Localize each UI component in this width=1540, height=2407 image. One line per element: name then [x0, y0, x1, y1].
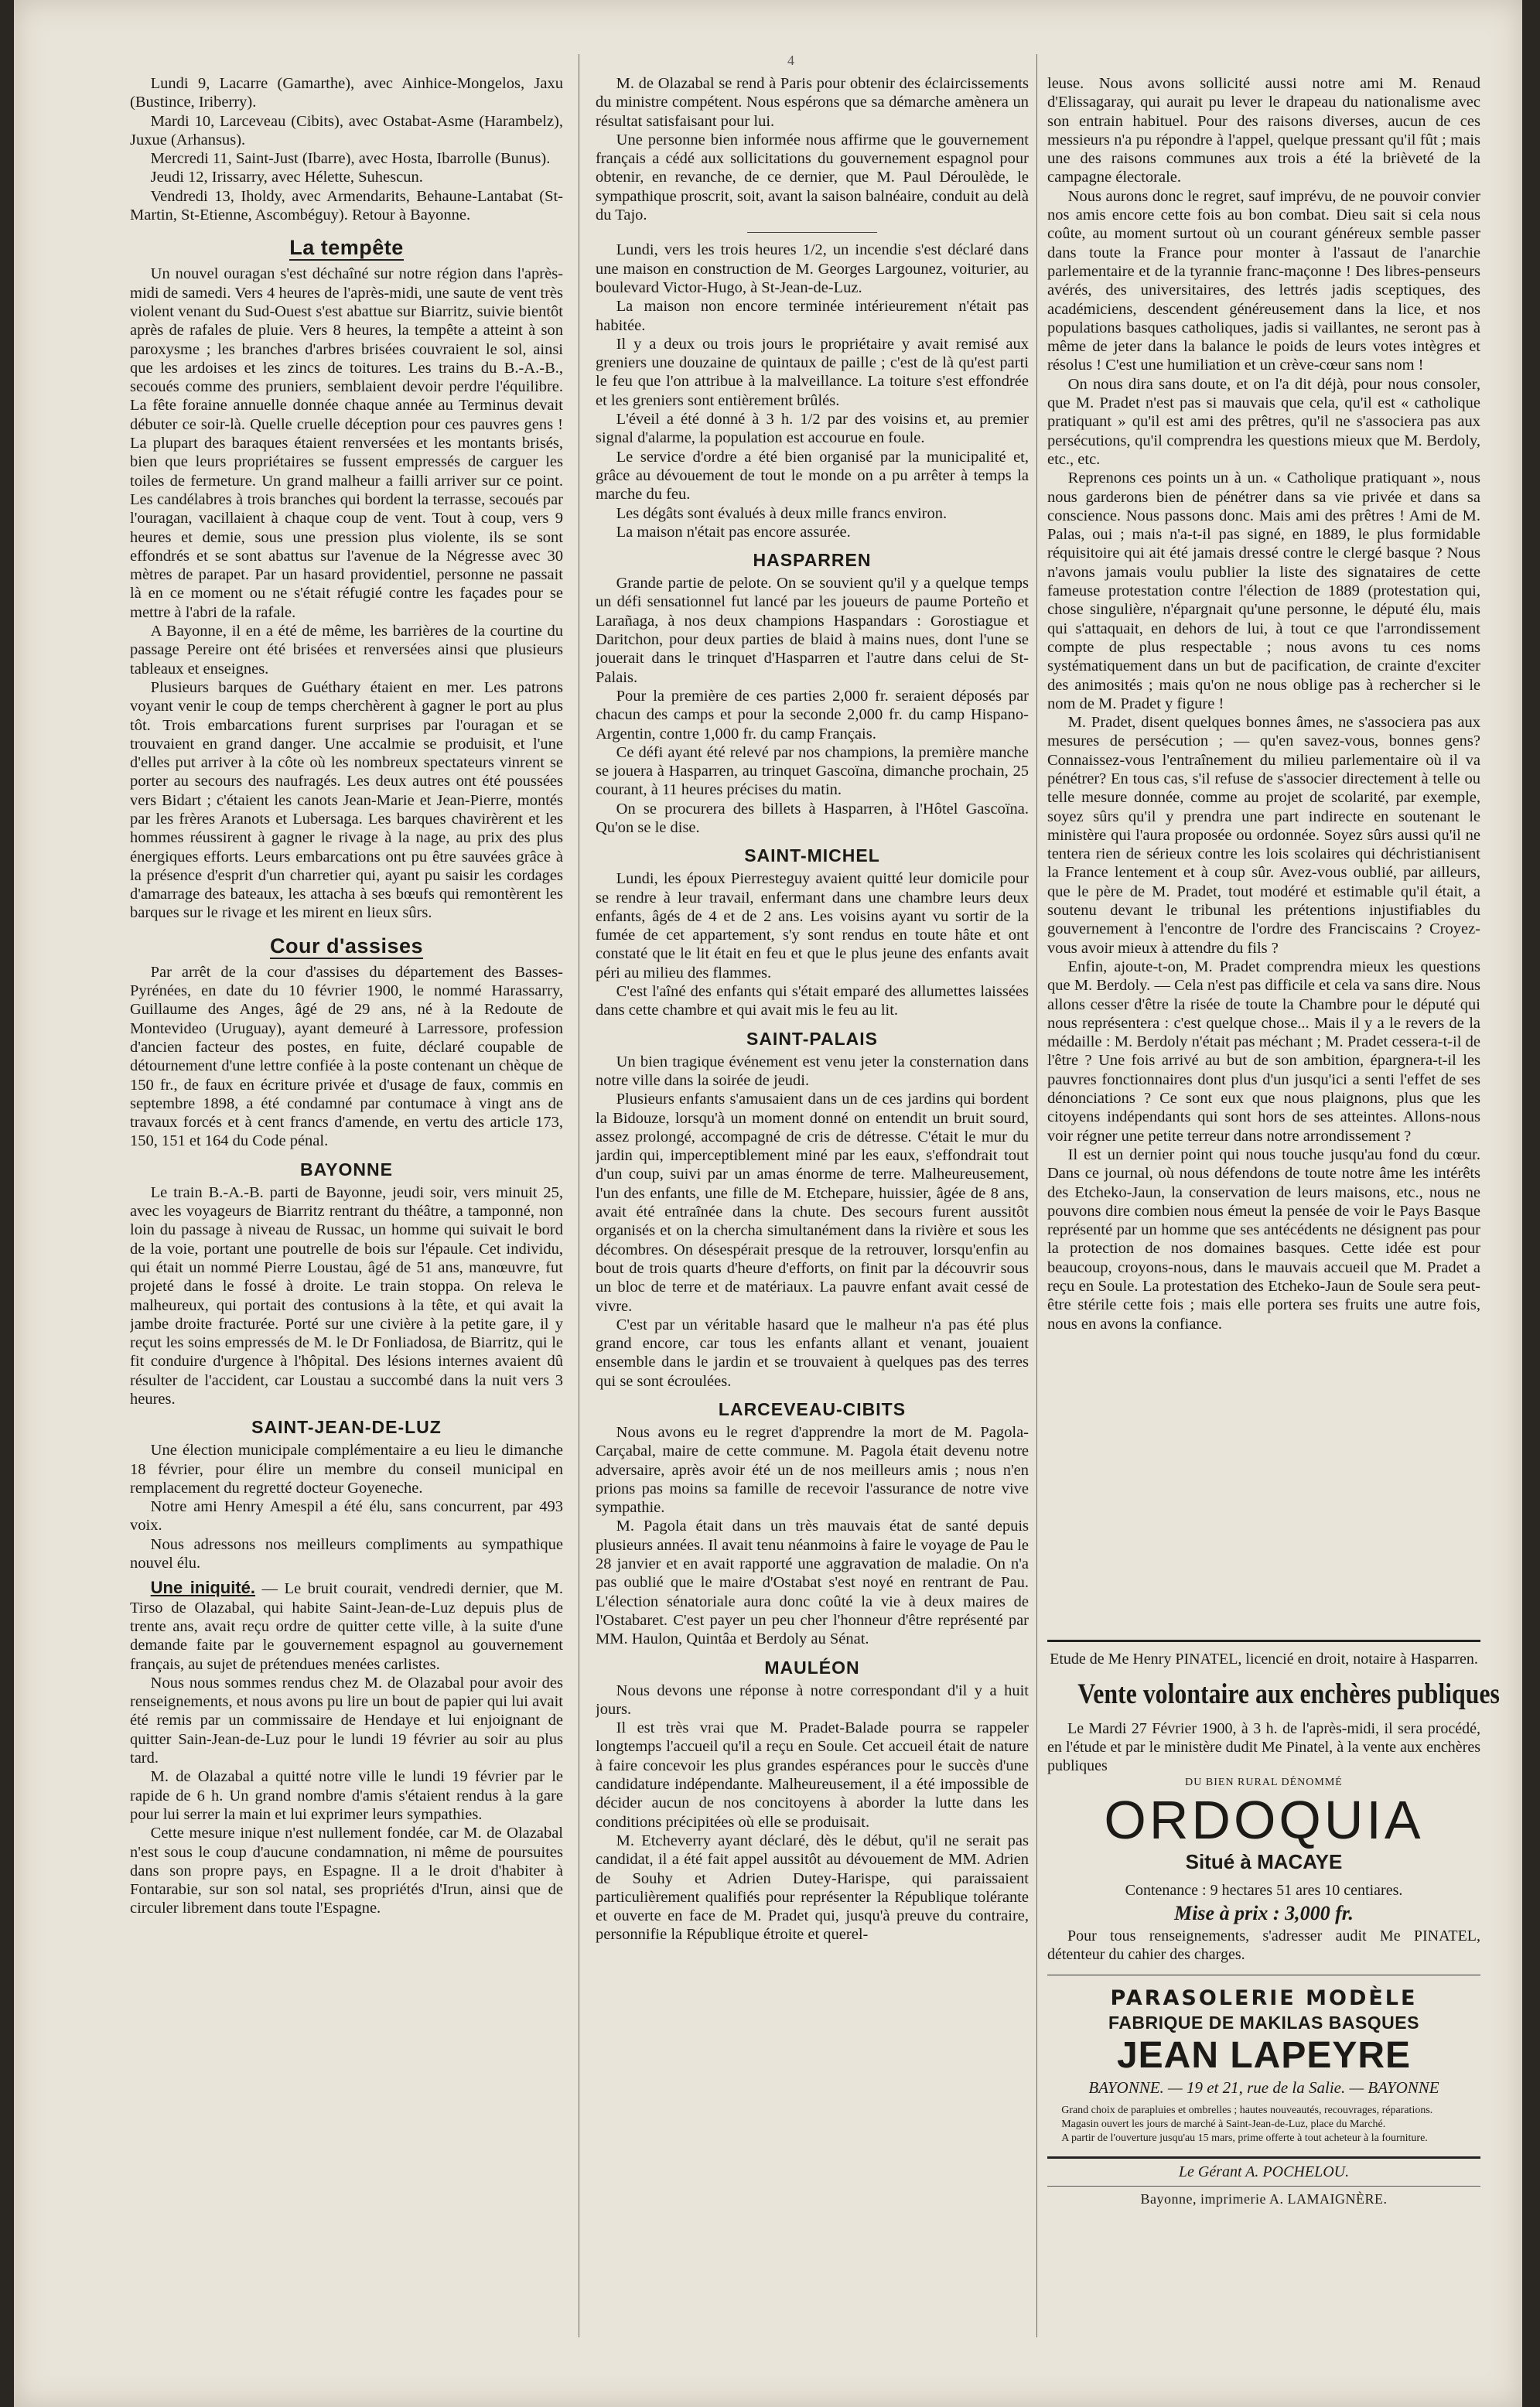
shop-detail: A partir de l'ouverture jusqu'au 15 mars, prime offerte à tout acheteur à la fourniture.	[1061, 2132, 1428, 2144]
article-paragraph: M. Pagola était dans un très mauvais état de santé depuis plusieurs années. Il avait tenu néanmoins à faire le voyage de Pau le 28 janvier et en avait rapporté une aggravation de maladie. On n'a pas oublié que le maire d'Ostabat s'est noyé en rentrant de Pau. L'élection sénatoriale aura donc coûté la vie à deux maires de l'Ostabaret. C'est payer un peu cher l'honneur d'être représenté par MM. Haulon, Quintâa et Berdoly au Sénat.	[596, 1518, 1029, 1648]
heading-text: Cour d'assises	[269, 934, 423, 958]
schedule-line: Vendredi 13, Iholdy, avec Armendarits, Behaune-Lantabat (St-Martin, St-Etienne, Ascombéguy). Retour à Bayonne.	[130, 187, 563, 224]
article-paragraph: M. Pradet, disent quelques bonnes âmes, ne s'associera pas aux mesures de persécution ; — qu'en savez-vous, bonnes gens? Connaissez-vous l'entraînement du milieu parlementaire où il va pénétrer? En tous cas, s'il refuse de s'associer directement à telle ou telle mesure donnée, comme au projet de scolarité, par exemple, soyez sûrs qu'il y prendra une part indirecte en soutenant le ministère qui l'aura proposée ou ordonnée. Soyez sûrs aussi qu'il ne tentera rien de sérieux contre les lois scolaires qui déchristianisent la France lentement et à coup sûr. Avez-vous oublié, par ailleurs, que le père de M. Pradet, tout modéré et estimable qu'il était, a soutenu devant le tribunal les prétentions injustifiables du gouvernement à l'encontre de l'ordre des Franciscains ? Croyez-vous avoir mieux à attendre du fils ?	[1047, 714, 1480, 957]
section-heading-hasparren: HASPARREN	[753, 550, 872, 571]
sale-text: Le Mardi 27 Février 1900, à 3 h. de l'après-midi, il sera procédé, en l'étude et par le ministère dudit Me Pinatel, à la vente aux enchères publiques	[1047, 1720, 1480, 1774]
article-paragraph: Le service d'ordre a été bien organisé par la municipalité et, grâce au dévouement de tout le monde on a pu arrêter à temps la marche du feu.	[596, 448, 1029, 504]
schedule-line: Mercredi 11, Saint-Just (Ibarre), avec Hosta, Ibarrolle (Bunus).	[150, 150, 551, 168]
ad-top-rule	[1047, 1640, 1480, 1642]
shop-name: JEAN LAPEYRE	[1116, 2035, 1412, 2076]
article-paragraph: Un bien tragique événement est venu jeter la consternation dans notre ville dans la soirée de jeudi.	[596, 1053, 1029, 1089]
article-paragraph: On nous dira sans doute, et on l'a dit déjà, pour nous consoler, que M. Pradet n'est pas si mauvais que cela, qu'il est « catholique pratiquant » qu'il est ami des prêtres, qu'il ne s'associera pas aux persécutions, qu'il comprendra les questions mieux que M. Berdoly, etc., etc.	[1047, 375, 1480, 468]
article-paragraph: Il est très vrai que M. Pradet-Balade pourra se rappeler longtemps l'accueil qu'il a reçu en Soule. Cet accueil était de nature à faire concevoir les plus grandes espérances pour le succès d'une candidature indépendante. Malheureusement, il a été impossible de décider aucun de nos concitoyens à aborder la lutte dans les conditions précipitées où elle se produisait.	[596, 1719, 1029, 1831]
section-heading-mauleon: MAULÉON	[764, 1657, 860, 1678]
advertisement-block	[1047, 1640, 1500, 2207]
schedule-line: Mardi 10, Larceveau (Cibits), avec Ostabat-Asme (Harambelz), Juxue (Arhansus).	[130, 112, 563, 149]
page-number: 4	[787, 53, 794, 68]
starting-price: Mise à prix : 3,000 fr.	[1174, 1902, 1354, 1924]
contact-info: Pour tous renseignements, s'adresser audit Me PINATEL, détenteur du cahier des charges.	[1047, 1927, 1480, 1963]
heading-text: La tempête	[289, 236, 404, 260]
article-paragraph: leuse. Nous avons sollicité aussi notre ami M. Renaud d'Elissagaray, qui aurait pu lever le drapeau du nationalisme avec son entrain habituel. Pour des raisons diverses, aucun de ces messieurs n'a pu répondre à l'appel, quelque pressant qu'il fût ; mais une des raisons communes aux trois a été la brièveté de la campagne électorale.	[1047, 75, 1480, 186]
article-paragraph: Par arrêt de la cour d'assises du département des Basses-Pyrénées, en date du 10 février 1900, le nommé Harassarry, Guillaume des Anges, âgé de 29 ans, né à la Redoute de Montevideo (Uruguay), ayant demeuré à Larressore, profession d'ancien facteur des postes, en fuite, déclaré coupable de détournement d'une lettre confiée à la poste contenant un chèque de 150 fr., de faux en écriture privée et d'usage de faux, commis en septembre 1898, a été condamné par contumace à vingt ans de travaux forcés et à cent francs d'amende, en vertu des article 173, 150, 151 et 164 du Code pénal.	[130, 963, 563, 1150]
article-paragraph: Lundi, les époux Pierresteguy avaient quitté leur domicile pour se rendre à leur travail, enfermant dans une chambre leurs deux enfants, âgés de 4 et de 2 ans. Les voisins ayant vu sortir de la fumée de cet appartement, s'y sont rendus en toute hâte et ont constaté que le lit était en feu et que le plus jeune des enfants avait péri au milieu des flammes.	[596, 870, 1029, 982]
article-paragraph: Lundi, vers les trois heures 1/2, un incendie s'est déclaré dans une maison en construction de M. Georges Largounez, voiturier, au boulevard Victor-Hugo, à St-Jean-de-Luz.	[596, 241, 1029, 296]
article-paragraph: Nous aurons donc le regret, sauf imprévu, de ne pouvoir convier nos amis encore cette fois au bon combat. Dieu sait si cela nous coûte, au moment surtout où un courant généreux semble passer dans toute la France pour monter à l'assaut de l'anarchie parlementaire et de la tyrannie franc-maçonne ! Des libres-penseurs avérés, des universitaires, des lettrés jadis sceptiques, des académiciens, descendent généreusement dans la lice, et nos populations basques catholiques, jadis si vaillantes, ne seront pas à même de jeter dans la balance le poids de leurs votes intègres et résolus ! C'est une humiliation et un crève-cœur sans nom !	[1047, 187, 1480, 374]
article-paragraph: Nous adressons nos meilleurs compliments au sympathique nouvel élu.	[130, 1535, 563, 1572]
schedule-line: Jeudi 12, Irissarry, avec Hélette, Suhescun.	[150, 169, 423, 186]
article-paragraph: La maison non encore terminée intérieurement n'était pas habitée.	[596, 298, 1029, 334]
article-paragraph: M. de Olazabal se rend à Paris pour obtenir des éclaircissements du ministre compétent. Nous espérons que sa démarche amènera un résultat satisfaisant pour lui.	[596, 75, 1029, 130]
article-paragraph: A Bayonne, il en a été de même, les barrières de la courtine du passage Pereire ont été brisées et renversées ainsi que plusieurs tableaux et enseignes.	[130, 623, 563, 678]
printer-credit: Bayonne, imprimerie A. LAMAIGNÈRE.	[1047, 2186, 1480, 2207]
shop-subheading: FABRIQUE DE MAKILAS BASQUES	[1108, 2013, 1419, 2033]
schedule-line: Lundi 9, Lacarre (Gamarthe), avec Ainhice-Mongelos, Jaxu (Bustince, Iriberry).	[130, 75, 563, 111]
sale-title: Vente volontaire aux enchères publiques	[1077, 1678, 1500, 1710]
property-area: Contenance : 9 hectares 51 ares 10 centiares.	[1125, 1882, 1403, 1899]
article-paragraph: Cette mesure inique n'est nullement fondée, car M. de Olazabal n'est sous le coup d'aucune condamnation, ni même de poursuites dans son propre pays, en Espagne. Il a le droit d'habiter à Fontarabie, sur son sol natal, ses propriétés d'Irun, ainsi que de circuler librement dans toute l'Espagne.	[130, 1825, 563, 1917]
column-3	[1047, 74, 1480, 1634]
article-text: — Le bruit courait, vendredi dernier, que M. Tirso de Olazabal, qui habite Saint-Jean-de-Luz depuis plus de trente ans, avait reçu ordre de quitter cette ville, à la suite d'une demande faite par le gouvernement espagnol au gouvernement français, au sujet de prétendues menées carlistes.	[130, 1580, 563, 1673]
article-paragraph: On se procurera des billets à Hasparren, à l'Hôtel Gascoïna. Qu'on se le dise.	[596, 800, 1029, 836]
section-heading-assises	[130, 934, 563, 958]
article-paragraph: Nous nous sommes rendus chez M. de Olazabal pour avoir des renseignements, et nous avons pu lire un bout de papier qui lui avait été remis par un commissaire de Hendaye et lui enjoignant de quitter Sain-Jean-de-Luz pour le lundi 19 février au soir au plus tard.	[130, 1674, 563, 1767]
manager-signature: Le Gérant A. POCHELOU.	[1047, 2156, 1480, 2181]
shop-address: BAYONNE. — 19 et 21, rue de la Salie. — BAYONNE	[1088, 2078, 1439, 2097]
section-heading-tempete	[130, 235, 563, 260]
article-paragraph: Un nouvel ouragan s'est déchaîné sur notre région dans l'après-midi de samedi. Vers 4 heures de l'après-midi, une saute de vent très violent venant du Sud-Ouest s'est abattue sur Biarritz, suivie bientôt après de rafales de pluie. Vers 8 heures, la tempête a atteint à son paroxysme ; les branches d'arbres brisées couvraient le sol, ainsi que les ardoises et les zincs de toitures. Les trains du B.-A.-B., secoués comme des pruniers, semblaient devoir perdre l'équilibre. La fête foraine annuelle donnée chaque année au Terminus devait débuter ce soir-là. Quelle cruelle déception pour ces pauvres gens ! La plupart des baraques étaient renversées et les montants brisés, bien que leurs propriétaires se fussent empressés de carguer les toiles de fermeture. Un grand malheur a failli arriver sur ce point. Les candélabres à trois branches qui bordent la terrasse, secoués par l'ouragan, vacillaient à chaque coup de vent. Tout à coup, vers 9 heures et demie, sous une pression plus violente, ils se sont effondrés et se sont abattus sur l'avenue de la Négresse avec 30 mètres de parapet. Par un hasard providentiel, personne ne passait là en ce moment ou ne s'était réfugié contre les façades pour se mettre à l'abri de la rafale.	[130, 265, 563, 621]
notary-office: Etude de Me Henry PINATEL, licencié en droit, notaire à Hasparren.	[1050, 1651, 1478, 1668]
column-1	[130, 74, 563, 2345]
article-paragraph: Une élection municipale complémentaire a eu lieu le dimanche 18 février, pour élire un membre du conseil municipal en remplacement du regretté docteur Goyeneche.	[130, 1442, 563, 1497]
article-paragraph: Nous avons eu le regret d'apprendre la mort de M. Pagola-Carçabal, maire de cette commune. M. Pagola était devenu notre adversaire, après avoir été un de nos meilleurs amis ; nous n'en prions pas moins sa famille de recevoir l'assurance de notre vive sympathie.	[596, 1424, 1029, 1517]
column-rule	[1036, 54, 1037, 2337]
property-label: DU BIEN RURAL DÉNOMMÉ	[1185, 1777, 1343, 1788]
newspaper-page	[14, 0, 1522, 2407]
article-paragraph: Il est un dernier point qui nous touche jusqu'au fond du cœur. Dans ce journal, où nous défendons de toute notre âme les intérêts des Etcheko-Jaun, la conservation de leurs maisons, etc., nous ne pouvons dire combien nous émeut la pensée de voir le Pays Basque représenté par un homme que ses antécédents ne désignent pas pour la protection de nos domaines basques. Cette idée est pour beaucoup, croyons-nous, dans le mauvais accueil que M. Pradet a reçu en Soule. La protestation des Etcheko-Jaun de Soule sera peut-être stérile cette fois ; mais elle portera ses fruits une autre fois, nous en avons la confiance.	[1047, 1145, 1480, 1333]
article-paragraph: La maison n'était pas encore assurée.	[616, 523, 851, 541]
shop-heading: PARASOLERIE MODÈLE	[1110, 1986, 1418, 2010]
shop-detail: Magasin ouvert les jours de marché à Saint-Jean-de-Luz, place du Marché.	[1061, 2119, 1386, 2130]
article-paragraph: Une personne bien informée nous affirme que le gouvernement français a cédé aux sollicitations du gouvernement espagnol pour obtenir, en revanche, de ce dernier, que M. Paul Déroulède, le sympathique proscrit, soit, avant la saison balnéaire, conduit au delà du Tajo.	[596, 131, 1029, 224]
run-in-heading: Une iniquité.	[150, 1578, 256, 1598]
article-paragraph: C'est par un véritable hasard que le malheur n'a pas été plus grand encore, car tous les enfants allant et venant, jouaient ensemble dans le jardin et se trouvaient à quelques pas des terres qui se sont écroulées.	[596, 1316, 1029, 1390]
article-paragraph: Plusieurs barques de Guéthary étaient en mer. Les patrons voyant venir le coup de temps cherchèrent à gagner le port au plus tôt. Trois embarcations furent surprises par l'ouragan et se trouvaient en grand danger. Une accalmie se produisit, et l'une d'elles put arriver à la côte où les nombreux spectateurs vinrent se porter au secours des naufragés. Les deux autres ont été poussées vers Bidart ; c'étaient les canots Jean-Marie et Jean-Pierre, montés par les frères Aranots et Lubersaga. Les barques chavirèrent et les hommes réussirent à gagner le rivage à la nage, au prix des plus énergiques efforts. Leurs embarcations ont pu être sauvées grâce à la présence d'esprit d'un charretier qui, ayant pu saisir les cordages d'amarrage des bateaux, les attacha à ses bœufs qui remontèrent les barques sur le rivage et les mirent en lieux sûrs.	[130, 678, 563, 922]
article-paragraph: Reprenons ces points un à un. « Catholique pratiquant », nous nous garderons bien de pénétrer dans sa vie privée et dans sa conscience. Nous passons donc. Mais ami des prêtres ! Ami de M. Palas, oui ; mais n'a-t-il pas signé, en 1889, le plus formidable réquisitoire qui ait été jamais dressé contre le clergé basque ? Nous n'avons jamais voulu publier la liste des signataires de cette fameuse protestation contre l'élection de 1889 (protestation qui, chose singulière, n'épargnait qu'une personne, le député élu, mais qui s'attaquait, en dehors de lui, à tout ce que l'arrondissement compte de plus respectable ; nous avons tu ces noms systématiquement dans un but de pacification, de crainte d'exciter des animosités ; mais qu'on ne nous oblige pas à rechercher si le nom de M. Pradet y figure !	[1047, 469, 1480, 712]
section-heading-larceveau-cibits: LARCEVEAU-CIBITS	[718, 1399, 907, 1419]
article-paragraph: Nous devons une réponse à notre correspondant d'il y a huit jours.	[596, 1681, 1029, 1718]
column-2	[596, 74, 1029, 2345]
section-heading-saint-jean-de-luz: SAINT-JEAN-DE-LUZ	[251, 1417, 442, 1438]
article-paragraph: L'éveil a été donné à 3 h. 1/2 par des voisins et, au premier signal d'alarme, la population est accourue en foule.	[596, 411, 1029, 447]
article-paragraph: Ce défi ayant été relevé par nos champions, la première manche se jouera à Hasparren, au trinquet Gascoïna, dimanche prochain, 25 courant, à 11 heures précises du matin.	[596, 743, 1029, 799]
section-heading-bayonne: BAYONNE	[300, 1159, 393, 1180]
article-paragraph: M. de Olazabal a quitté notre ville le lundi 19 février par le rapide de 6 h. Un grand nombre d'amis s'étaient rendus à la gare pour lui serrer la main et lui exprimer leurs sympathies.	[130, 1768, 563, 1823]
section-heading-saint-michel: SAINT-MICHEL	[744, 845, 880, 866]
article-paragraph: Plusieurs enfants s'amusaient dans un de ces jardins qui bordent la Bidouze, lorsqu'à un moment donné on entendit un bruit sourd, assez prolongé, accompagné de cris de détresse. C'était le mur du jardin qui, imperceptiblement miné par les eaux, s'effondrait tout d'un coup, suivi par un amas énorme de terre. Malheureusement, l'un des enfants, une fille de M. Etchepare, huissier, âgée de 8 ans, avait été entraînée dans la chute. Des secours furent aussitôt organisés et on la chercha simultanément dans la rivière et sous les décombres. On désespérait presque de la retrouver, lorsqu'enfin au bout de trois quarts d'heure d'efforts, on finit par la découvrir sous un bloc de terre et de matériaux. La pauvre enfant avait cessé de vivre.	[596, 1091, 1029, 1315]
article-paragraph: Enfin, ajoute-t-on, M. Pradet comprendra mieux les questions que M. Berdoly. — Cela n'est pas difficile et cela va sans dire. Nous allons cesser d'être la risée de toute la Chambre pour le député qui nous représentera : c'est quelque chose... Mais il y a le revers de la médaille : M. Berdoly n'était pas méchant ; M. Pradet cessera-t-il de l'être ? Une fois arrivé au but de son ambition, épargnera-t-il les pauvres fonctionnaires dont plus d'un jusqu'ici a senti l'effet de ses dénonciations ? Ce sont eux que nous plaignons, plus que les citoyens indépendants qui sont hors de ses atteintes. Allons-nous voir régner une petite terreur dans notre arrondissement ?	[1047, 958, 1480, 1145]
shop-detail: Grand choix de parapluies et ombrelles ; hautes nouveautés, recouvrages, réparations.	[1061, 2105, 1433, 2116]
separator	[747, 232, 877, 233]
article-paragraph: C'est l'aîné des enfants qui s'était emparé des allumettes laissées dans cette chambre et qui avait mis le feu au lit.	[596, 983, 1029, 1019]
article-paragraph: Il y a deux ou trois jours le propriétaire y avait remisé aux greniers une douzaine de quintaux de paille ; c'est de là qu'est parti le feu que l'on attribue à la malveillance. La toiture s'est effondrée et les greniers sont entièrement brûlés.	[596, 335, 1029, 409]
section-heading-saint-palais: SAINT-PALAIS	[746, 1028, 879, 1049]
article-paragraph: Pour la première de ces parties 2,000 fr. seraient déposés par chacun des camps et pour la seconde 2,000 fr. du camp Hispano-Argentin, contre 1,000 fr. du camp Français.	[596, 687, 1029, 743]
property-name: ORDOQUIA	[1104, 1790, 1424, 1850]
article-paragraph	[130, 1579, 563, 1673]
article-paragraph: Le train B.-A.-B. parti de Bayonne, jeudi soir, vers minuit 25, avec les voyageurs de Biarritz rentrant du théâtre, a tamponné, non loin du passage à niveau de Russac, un homme qui suivait le bord de la voie, portant une poutrelle de bois sur l'épaule. Cet individu, qui était un nommé Pierre Loustau, âgé de 51 ans, manœuvre, fut projeté dans le fossé à droite. Le train stoppa. On releva le malheureux, qui portait des contusions à la tête, et qui avait la jambe droite fracturée. Porté sur une civière à la petite gare, il y reçut les soins empressés de M. le Dr Fonliadosa, de Biarritz, qui le fit conduire d'urgence à l'hôpital. Des lésions internes avaient dû résulter de l'accident, car Loustau a succombé dans la nuit vers 3 heures.	[130, 1183, 563, 1408]
article-paragraph: Grande partie de pelote. On se souvient qu'il y a quelque temps un défi sensationnel fut lancé par les joueurs de paume Porteño et Larañaga, à nos deux champions Haspandars : Gorostiague et Daritchon, pour deux parties de blaid à mains nues, dont l'une se jouerait dans le trinquet d'Hasparren et l'autre dans celui de St-Palais.	[596, 575, 1029, 686]
article-paragraph: Les dégâts sont évalués à deux mille francs environ.	[616, 504, 948, 522]
article-paragraph: Notre ami Henry Amespil a été élu, sans concurrent, par 493 voix.	[130, 1498, 563, 1535]
article-paragraph: M. Etcheverry ayant déclaré, dès le début, qu'il ne serait pas candidat, il a été fait appel aussitôt au dévouement de MM. Adrien de Souhy et Adrien Dutey-Harispe, qui paraissaient particulièrement qualifiés pour représenter la République tolérante et ouverte en face de M. Pradet qui, jusqu'à preuve du contraire, personnifie la République étroite et querel-	[596, 1832, 1029, 1944]
property-location: Situé à MACAYE	[1185, 1850, 1343, 1873]
